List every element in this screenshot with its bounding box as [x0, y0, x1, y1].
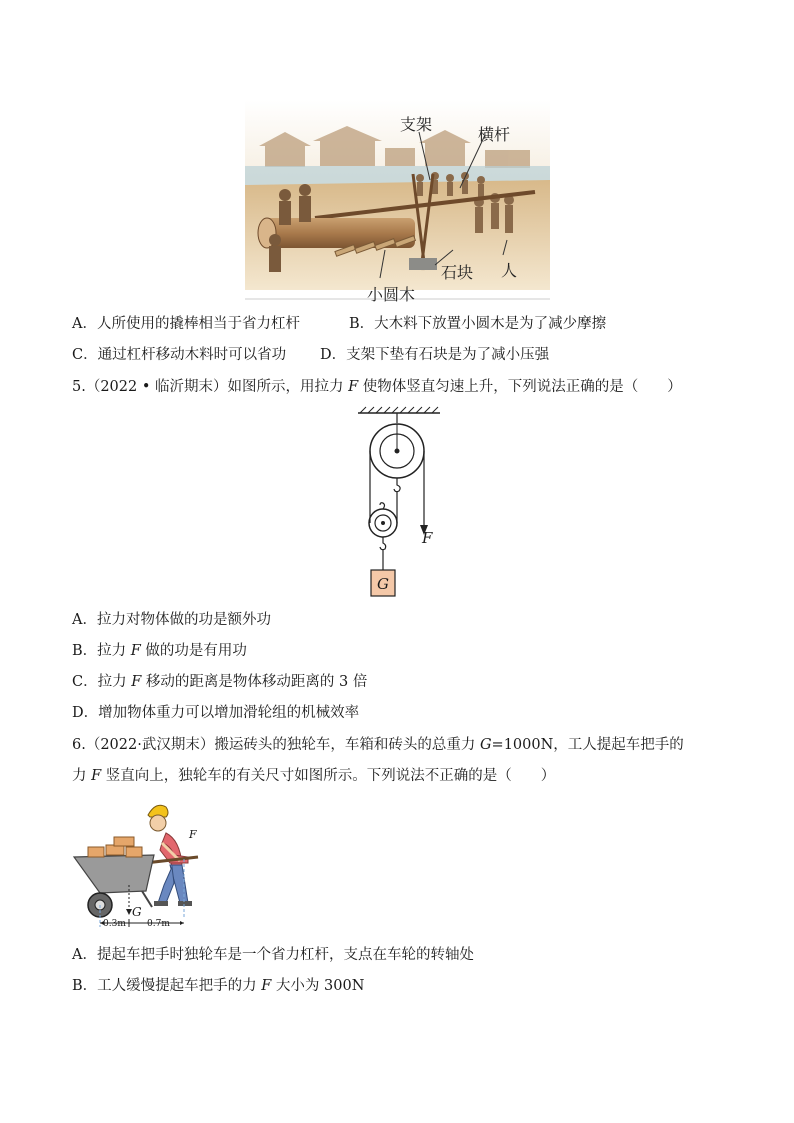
- q6-option-a: [72, 945, 474, 965]
- q4-option-c-text: C．通过杠杆移动木料时可以省功: [72, 347, 287, 363]
- q6-option-b-post: 大小为 300N: [271, 978, 365, 994]
- q5-option-c-var: F: [131, 674, 142, 690]
- label-crossbar: 横杆: [478, 125, 511, 144]
- q6-line2-pre: 力: [72, 768, 92, 784]
- figure-ancient-lever: [245, 100, 550, 304]
- q5-option-c-pre: C．拉力: [72, 674, 132, 690]
- q6-option-b-pre: B．工人缓慢提起车把手的力: [72, 978, 262, 994]
- q5-option-b-post: 做的功是有用功: [140, 643, 247, 659]
- figure-pulley-system: [350, 405, 450, 600]
- q6-force-label: F: [189, 828, 197, 841]
- q5-stem-post: 使物体竖直匀速上升，下列说法正确的是（ ）: [358, 379, 682, 395]
- label-person: 人: [501, 261, 518, 280]
- q6-option-b: [72, 976, 364, 996]
- q4-option-d-text: D．支架下垫有石块是为了减小压强: [320, 347, 550, 363]
- q6-line1-var: G: [479, 737, 492, 753]
- q6-line2-post: 竖直向上，独轮车的有关尺寸如图所示。下列说法不正确的是（ ）: [101, 768, 556, 784]
- q5-option-c-post: 移动的距离是物体移动距离的 3 倍: [141, 674, 368, 690]
- label-stone: 石块: [441, 263, 474, 282]
- q5-option-b-var: F: [130, 643, 141, 659]
- q6-option-a-text: A．提起车把手时独轮车是一个省力杠杆，支点在车轮的转轴处: [72, 947, 474, 963]
- q6-line2-var: F: [91, 768, 102, 784]
- q4-option-b: [349, 314, 606, 334]
- q5-weight-label: G: [377, 575, 389, 593]
- q5-option-d: [72, 703, 359, 723]
- q5-option-a-text: A．拉力对物体做的功是额外功: [72, 612, 271, 628]
- q6-dist-label-2: 0.7m: [147, 919, 170, 929]
- q6-stem-line2: [72, 766, 555, 786]
- q6-line1-pre: 6.（2022·武汉期末）搬运砖头的独轮车，车箱和砖头的总重力: [72, 737, 480, 753]
- q5-option-b-pre: B．拉力: [72, 643, 131, 659]
- q5-force-label: F: [422, 529, 433, 547]
- q5-stem: [72, 377, 682, 397]
- q4-option-a: [72, 314, 300, 334]
- label-bracket: 支架: [400, 115, 433, 134]
- q5-option-c: [72, 672, 367, 692]
- q4-option-b-text: B．大木料下放置小圆木是为了减少摩擦: [349, 316, 607, 332]
- q5-stem-var: F: [348, 379, 359, 395]
- q4-option-d: [320, 345, 549, 365]
- q6-dist-label-1: 0.3m: [103, 919, 126, 929]
- q4-option-c: [72, 345, 286, 365]
- q5-option-b: [72, 641, 247, 661]
- figure-wheelbarrow: [70, 795, 205, 935]
- pulley-diagram: [350, 405, 450, 600]
- q6-weight-label: G: [132, 905, 142, 919]
- q5-option-a: [72, 610, 271, 630]
- q6-option-b-var: F: [261, 978, 272, 994]
- q5-stem-pre: 5.（2022 • 临沂期末）如图所示，用拉力: [72, 379, 349, 395]
- q6-line1-post: =1000N，工人提起车把手的: [491, 737, 684, 753]
- q5-option-d-text: D．增加物体重力可以增加滑轮组的机械效率: [72, 705, 360, 721]
- q6-stem-line1: [72, 735, 684, 755]
- q4-option-a-text: A．人所使用的撬棒相当于省力杠杆: [72, 316, 300, 332]
- label-roller: 小圆木: [367, 285, 416, 304]
